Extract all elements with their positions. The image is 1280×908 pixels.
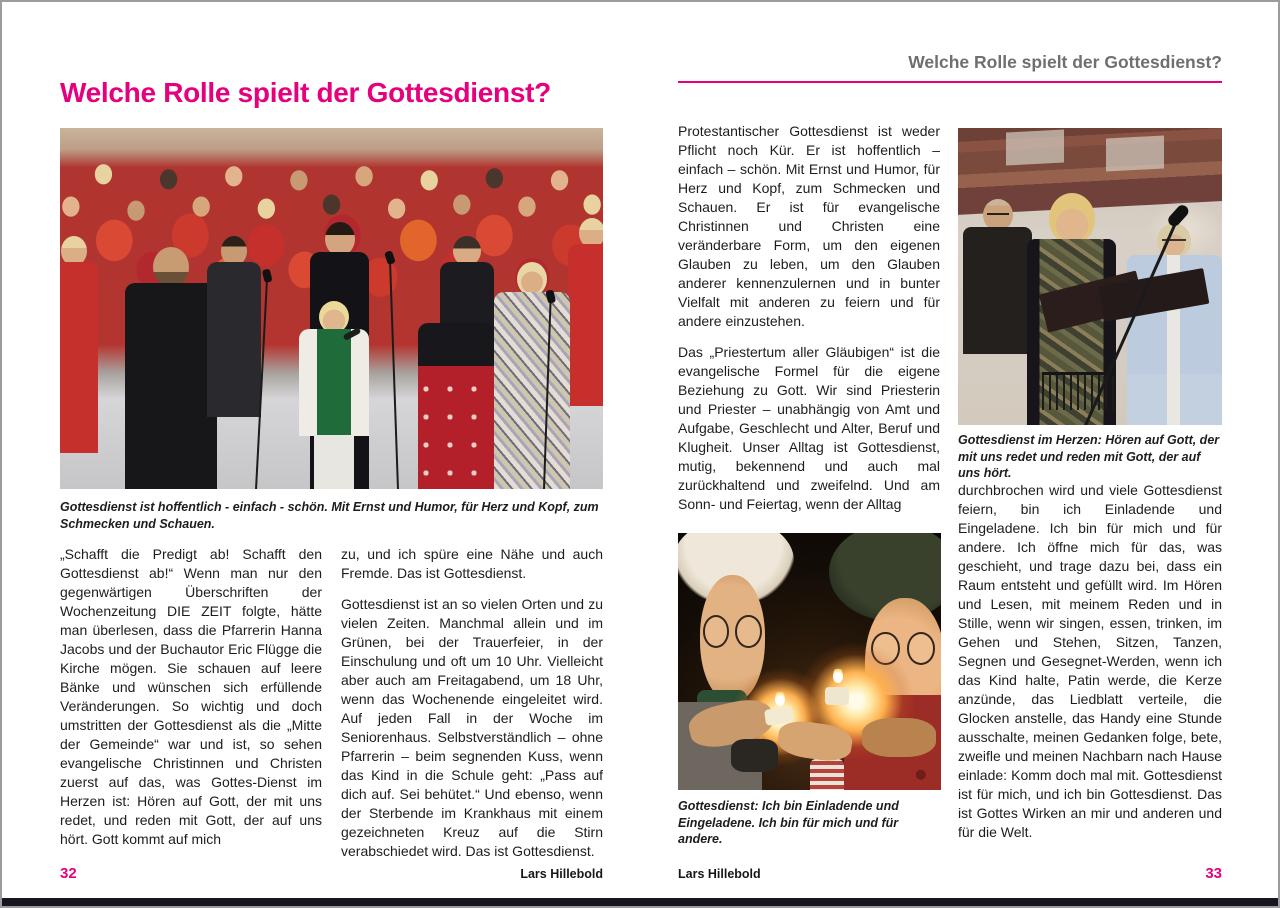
right-page-column-2	[958, 481, 1222, 854]
paragraph: Das „Priestertum aller Gläubigen“ ist die evangelische Formel für die eigene Beziehung zu Gott. Wir sind Priesterin und Priester – unabhängig von Amt und Aufgabe, Geschlecht und Alter, Beruf und Klugheit. Unser Alltag ist Gottesdienst, mutig, bekennend und auch mal zurückhaltend und zweifelnd. Und am Sonn- und Feiertag, wenn der Alltag	[678, 344, 940, 512]
paragraph: „Schafft die Predigt ab! Schafft den Gottesdienst ab!“ Wenn man nur den gegenwärtigen Überschriften der Wochenzeitung DIE ZEIT folgte, hätte man überlesen, dass die Pfarrerin Hanna Jacobs und der Buchautor Eric Flügge die Kirche mögen. Sie schauen auf leere Bänke und wünschen sich erfüllende Veränderungen. So wichtig und doch umstritten der Gottesdienst als die „Mitte der Gemeinde“ war und ist, so sehen evangelische Christinnen und Christen zuerst auf das, was Gottes-Dienst im Herzen ist: Hören auf Gott, der mit uns redet, und reden mit Gott, der auf uns hört. Gott kommt auf mich	[60, 546, 322, 847]
singer-pattern-jacket	[494, 262, 570, 489]
singer-suit	[207, 236, 261, 417]
reader-woman-blue-blazer	[1127, 223, 1222, 425]
paragraph: zu, und ich spüre eine Nähe und auch Fremde. Das ist Gottesdienst.	[341, 546, 603, 581]
choir-photo	[60, 128, 603, 489]
glove	[731, 739, 778, 772]
page-number: 33	[1205, 865, 1222, 882]
left-page-column-2	[341, 545, 603, 873]
running-head: Welche Rolle spielt der Gottesdienst?	[678, 52, 1222, 83]
page-number: 32	[60, 865, 77, 882]
reading-photo	[958, 128, 1222, 425]
paragraph: Gottesdienst ist an so vielen Orten und zu vielen Zeiten. Manchmal allein und im Grünen, bei der Trauerfeier, in der Einschulung und oft um 10 Uhr. Vielleicht aber auch am Freitagabend, um 18 Uhr, wenn das Wochenende eingeleitet wird. Auf jeden Fall in der Woche im Seniorenhaus. Selbstverständlich – ohne Pfarrerin – beim segnenden Kuss, wenn das Kind in die Schule geht: „Pass auf dich auf. Sei behütet.“ Und ebenso, wenn der Sterbende im Krankhaus mit einem gezeichneten Kreuz auf die Stirn verabschiedet wird. Das ist Gottesdienst.	[341, 596, 603, 859]
reader-man	[963, 199, 1032, 353]
singer-red-floral-dress	[418, 323, 494, 489]
author-name: Lars Hillebold	[520, 867, 603, 881]
candle-photo-caption: Gottesdienst: Ich bin Einladende und Eingeladene. Ich bin für mich und für andere.	[678, 799, 899, 846]
soloist-white-jacket	[299, 301, 370, 489]
left-page-footer	[60, 865, 603, 882]
right-page-footer	[678, 865, 1222, 882]
hand	[862, 718, 936, 757]
singer-black-polo	[125, 247, 217, 489]
chorister-right-edge	[568, 218, 603, 406]
choir-photo-caption: Gottesdienst ist hoffentlich - einfach - schön. Mit Ernst und Humor, für Herz und Kopf, zum Schmecken und Schauen.	[60, 500, 599, 531]
reading-photo-caption: Gottesdienst im Herzen: Hören auf Gott, der mit uns redet und reden mit Gott, der auf uns hört.	[958, 433, 1220, 480]
striped-cuff	[810, 759, 844, 790]
bottom-dark-strip	[2, 898, 1278, 906]
window-pane	[1106, 135, 1164, 171]
window-pane	[1006, 129, 1064, 165]
chorister-left-edge	[60, 236, 98, 453]
right-page-column-1	[678, 122, 940, 526]
paragraph: Protestantischer Gottesdienst ist weder Pflicht noch Kür. Er ist hoffentlich – einfach – schön. Mit Ernst und Humor, für Herz und Kopf, zum Schmecken und Schauen. Er ist für evangelische Christinnen und Christen eine veränderbare Form, um den eigenen Glauben zu leben, um den Glauben anderer kennenzulernen und in bunter Vielfalt mit anderen zu feiern und für andere einzustehen.	[678, 123, 940, 329]
paragraph: durchbrochen wird und viele Gottesdienst feiern, bin ich Einladende und Eingeladene. Ich bin für mich und für andere. Ich öffne mich für das, was geschieht, und trage dazu bei, dass ein Raum entsteht und gefüllt wird. Im Hören und Lesen, mit meinem Reden und in Stille, wenn wir singen, essen, trinken, im Gehen und Stehen, Sitzen, Tanzen, Segnen und Gesegnet-Werden, wenn ich das Kind halte, Patin werde, die Kerze anzünde, das Liedblatt verteile, die Glocken anstelle, das Handy eine Stunde ausschalte, meinen Gedanken folge, bete, zweifle und meinen Nachbarn nach Hause einlade: Komm doch mal mit. Gottesdienst ist für mich, und ich bin Gottesdienst. Das ist Gottes Wirken an mir und anderen und für die Welt.	[958, 482, 1222, 840]
left-page-column-1	[60, 545, 322, 861]
page-title: Welche Rolle spielt der Gottesdienst?	[60, 76, 551, 108]
candle-photo	[678, 533, 941, 790]
candle	[825, 687, 849, 705]
glasses	[703, 615, 762, 644]
author-name: Lars Hillebold	[678, 867, 761, 881]
